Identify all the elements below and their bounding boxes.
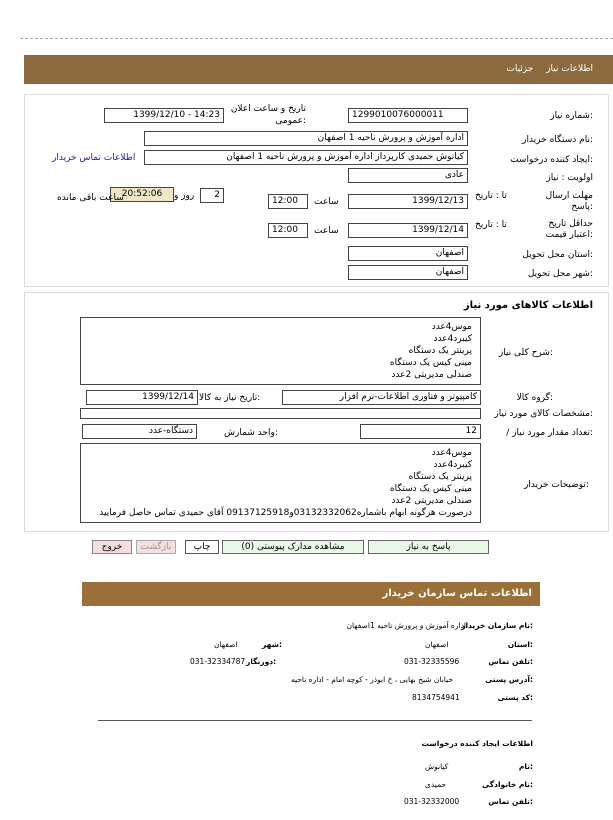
priority-value: عادی [348, 168, 468, 183]
buyer-label: نام دستگاه خریدار: [522, 135, 593, 145]
buyer-notes-label: توضیحات خریدار: [523, 480, 589, 490]
creator-family-label: نام خانوادگی: [482, 780, 533, 789]
creator-name-label: نام: [518, 762, 533, 771]
announce-date-value: 1399/12/10 - 14:23 [104, 108, 224, 123]
goods-spec-label: مشخصات کالای مورد نیاز: [494, 409, 593, 419]
buyer-contact-header: اطلاعات تماس سازمان خریدار [82, 582, 540, 606]
unit-label: واحد شمارش: [224, 428, 278, 438]
goods-desc-label: شرح کلی نیاز: [498, 348, 553, 358]
validity-time-label: ساعت [314, 226, 339, 236]
deadline-label: مهلت ارسال پاسخ: [545, 191, 593, 212]
deadline-date-value: 1399/12/13 [348, 194, 468, 209]
unit-value: دستگاه-عدد [82, 424, 197, 439]
contact-address-label: آدرس پستی: [485, 675, 533, 684]
buyer-value: اداره آموزش و پرورش ناحیه 1 اصفهان [144, 131, 468, 146]
validity-label: حداقل تاریخ اعتبار قیمت: [545, 219, 593, 240]
contact-fax-label: دورنگار: [246, 657, 277, 666]
buyer-contact-link[interactable]: اطلاعات تماس خریدار [52, 153, 136, 163]
qty-label: / تعداد مقدار مورد نیاز: [506, 428, 593, 438]
creator-phone-value: 031-32332000 [404, 797, 460, 806]
goods-desc-value: موس4عدد کیبرد4عدد پرینتر یک دستگاه مینی کیس یک دستگاه صندلی مدیریتی 2عدد [80, 317, 481, 385]
contact-address-value: خیابان شیخ بهایی ، خ ابوذر - کوچه امام - اداره ناحیه [290, 675, 453, 684]
attachments-button[interactable]: مشاهده مدارک پیوستی (0) [222, 540, 364, 554]
remaining-days-value: 2 [200, 188, 224, 203]
need-number-value: 1299010076000011 [348, 108, 468, 123]
deadline-time-label: ساعت [314, 197, 339, 207]
creator-value: کیانوش حمیدی کارپرداز اداره آموزش و پرورش ناحیه 1 اصفهان [144, 150, 468, 165]
remaining-time-value: 20:52:06 [110, 187, 174, 202]
remaining-time-label: ساعت باقی مانده [57, 193, 124, 203]
goods-title: اطلاعات کالاهای مورد نیاز [463, 300, 593, 311]
exit-button[interactable]: خروج [92, 540, 132, 554]
deadline-until-label: تا : تاریخ [475, 191, 507, 201]
back-button[interactable]: بازگشت [136, 540, 176, 554]
reply-button[interactable]: پاسخ به نیاز [368, 540, 489, 554]
contact-phone-label: تلفن تماس: [488, 657, 533, 666]
city-value: اصفهان [348, 265, 468, 280]
qty-value: 12 [360, 424, 481, 439]
goods-group-value: کامپیوتر و فناوری اطلاعات-نرم افزار [282, 390, 481, 405]
contact-province-value: اصفهان [425, 640, 449, 649]
tab-need-info[interactable]: اطلاعات نیاز [546, 64, 593, 74]
need-number-label: شماره نیاز: [550, 111, 593, 121]
top-divider [20, 38, 613, 39]
creator-info-title: اطلاعات ایجاد کننده درخواست [421, 739, 533, 748]
contact-postal-label: کد پستی: [497, 693, 533, 702]
validity-time-value: 12:00 [268, 223, 308, 238]
details-header [24, 55, 613, 84]
print-button[interactable]: چاپ [185, 540, 219, 554]
need-date-label: تاریخ نیاز به کالا: [199, 393, 261, 403]
creator-label: ایجاد کننده درخواست: [510, 155, 593, 165]
deadline-time-value: 12:00 [268, 194, 308, 209]
org-value: اداره آموزش و پرورش ناحیه 1اصفهان [346, 621, 466, 630]
contact-divider [98, 720, 532, 721]
remaining-days-label: روز و [174, 191, 195, 201]
org-label: نام سازمان خریدار: [461, 621, 533, 630]
contact-fax-value: 031-32334787 [190, 657, 246, 666]
contact-postal-value: 8134754941 [412, 693, 460, 702]
contact-province-label: استان: [507, 640, 533, 649]
contact-city-label: شهر: [262, 640, 282, 649]
buyer-notes-value: موس4عدد کیبرد4عدد پرینتر یک دستگاه مینی کیس یک دستگاه صندلی مدیریتی 2عدد درصورت هرگونه ابهام باشماره03132332062و09137125918 آقای حمیدی تماس حاصل فرمایید [80, 443, 481, 523]
need-date-value: 1399/12/14 [86, 390, 198, 405]
announce-date-label: تاریخ و ساعت اعلان عمومی: [230, 104, 306, 126]
city-label: شهر محل تحویل: [527, 269, 593, 279]
priority-label: اولویت : نیاز [546, 173, 593, 183]
creator-name-value: کیانوش [425, 762, 449, 771]
creator-phone-label: تلفن تماس: [488, 797, 533, 806]
creator-family-value: حمیدی [425, 780, 447, 789]
validity-until-label: تا : تاریخ [475, 220, 507, 230]
goods-group-label: گروه کالا: [516, 393, 553, 403]
contact-city-value: اصفهان [214, 640, 238, 649]
province-label: استان محل تحویل: [522, 250, 593, 260]
tab-details[interactable]: جزئیات [506, 64, 534, 74]
goods-spec-value [80, 408, 481, 419]
contact-phone-value: 031-32335596 [404, 657, 460, 666]
province-value: اصفهان [348, 246, 468, 261]
validity-date-value: 1399/12/14 [348, 223, 468, 238]
